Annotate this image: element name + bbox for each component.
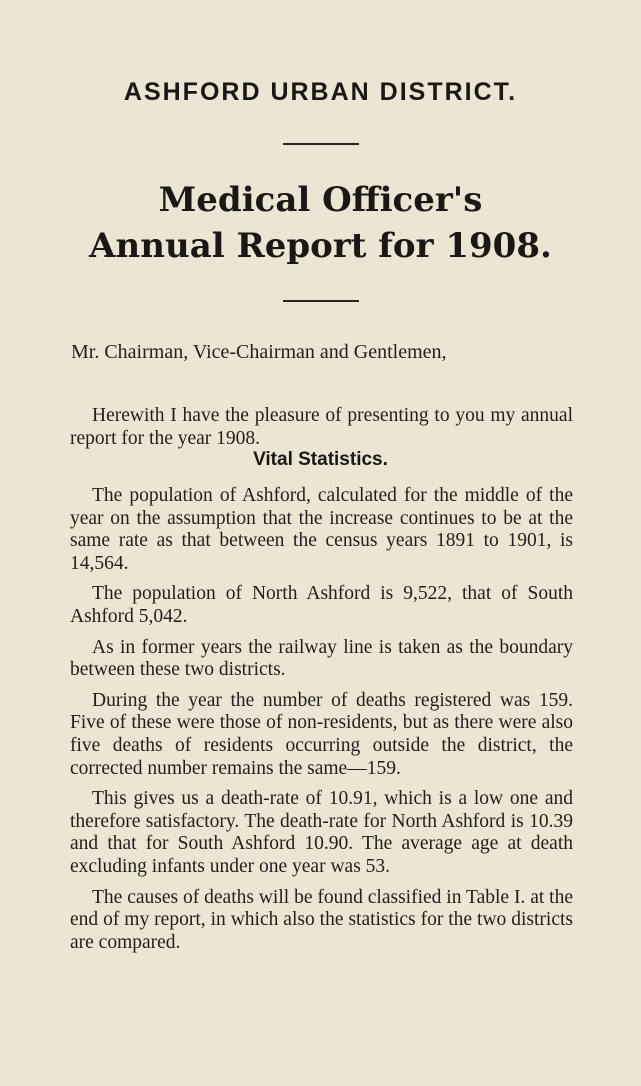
paragraph-north-south-population: The population of North Ashford is 9,522, that of South Ashford 5,042. (70, 583, 573, 627)
paragraph-deaths: During the year the number of deaths registered was 159. Five of these were those of non-residents, but as there were also five deaths of residents occurring outside the district, the corrected number remains the same—159. (70, 689, 573, 779)
paragraph-boundary: As in former years the railway line is taken as the boundary between these two districts. (70, 636, 573, 681)
paragraph-death-rate: This gives us a death-rate of 10.91, which is a low one and therefore satisfactory. The death-rate for North Ashford is 10.39 and that for South Ashford 10.90. The average age at death excluding infants under one year was 53. (70, 788, 573, 877)
district-heading: ASHFORD URBAN DISTRICT. (123, 78, 518, 106)
report-title-line-1: Medical Officer's (158, 180, 483, 220)
salutation: Mr. Chairman, Vice-Chairman and Gentlemen, (71, 341, 447, 363)
report-title-line-2: Annual Report for 1908. (89, 226, 552, 266)
section-heading: Vital Statistics. (253, 449, 388, 470)
bottom-divider (283, 300, 359, 302)
paragraph-causes: The causes of deaths will be found classified in Table I. at the end of my report, in which also the statistics for the two districts are compared. (70, 886, 573, 953)
body-paragraphs (70, 485, 573, 962)
paragraph-population: The population of Ashford, calculated for the middle of the year on the assumption that the increase continues to be at the same rate as that between the census years 1891 to 1901, is 14,564. (70, 485, 573, 574)
intro-paragraph: Herewith I have the pleasure of presenting to you my annual report for the year 1908. (70, 404, 573, 449)
top-divider (283, 143, 359, 145)
